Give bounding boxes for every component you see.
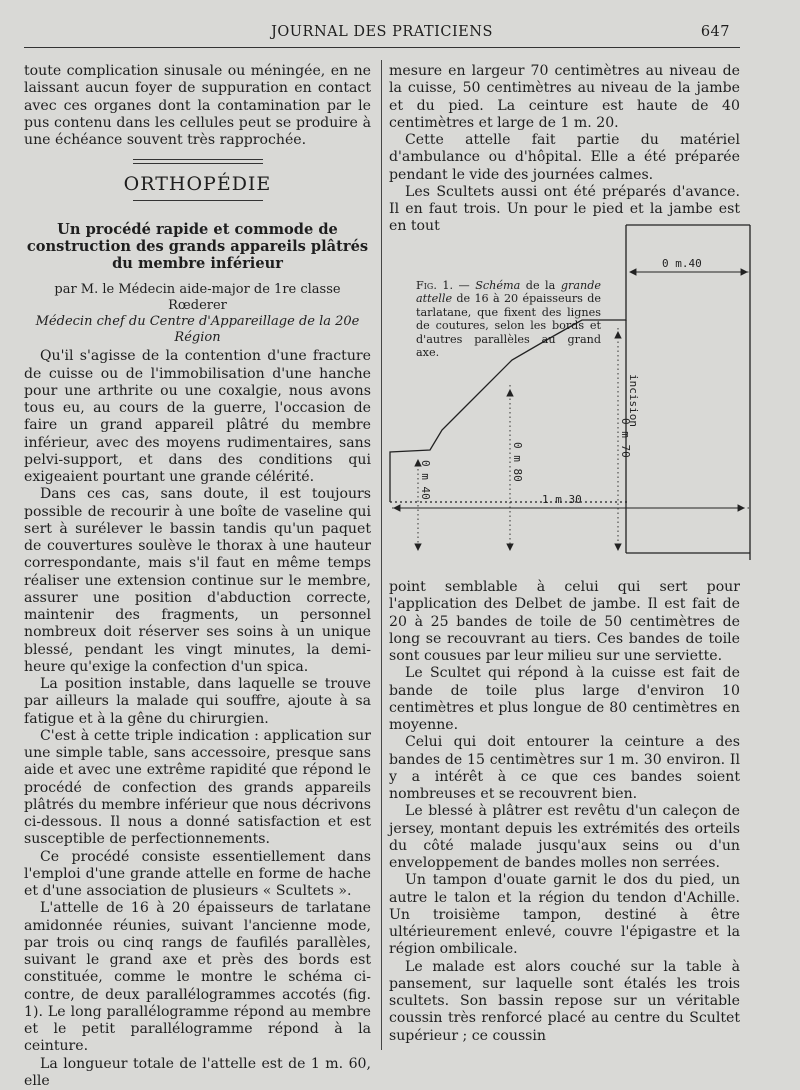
article-title: Un procédé rapide et commode de construction des grands appareils plâtrés du membre inférieur — [24, 221, 371, 272]
body-paragraph: Un tampon d'ouate garnit le dos du pied, un autre le talon et la région du tendon d'Achille. Un troisième tampon, destiné à être ultérieurement enlevé, couvre l'épigastre et la région ombilicale. — [389, 872, 740, 958]
dim-label-bottom: 1 m 30 — [542, 493, 582, 506]
running-header — [24, 22, 740, 44]
caption-text: de la — [520, 279, 561, 292]
arrow-head — [415, 544, 421, 550]
body-paragraph: Dans ces cas, sans doute, il est toujours possible de recourir à une boîte de vaseline qui sert à surélever le bassin tandis qu'un paquet de couvertures soulève le thorax à une hauteur correspondante, mais s'il faut en même temps réaliser une extension continue sur le membre, assurer une position d'abduction correcte, maintenir des fragments, un personnel nombreux doit réserver ses soins à un unique blessé, pendant les vingt minutes, la demi-heure qu'exige la confection d'un spica. — [24, 486, 371, 676]
section-heading: ORTHOPÉDIE — [24, 172, 371, 196]
author-affiliation: Médecin chef du Centre d'Appareillage de la 20e Région — [24, 314, 371, 346]
arrow-head — [741, 269, 747, 275]
body-paragraph: Le blessé à plâtrer est revêtu d'un caleçon de jersey, montant depuis les extrémités des orteils du côté malade jusqu'aux seins ou d'un enveloppement de bandes molles non serrées. — [389, 803, 740, 872]
body-paragraph: mesure en largeur 70 centimètres au niveau de la cuisse, 50 centimètres au niveau de la jambe et du pied. La ceinture est haute de 40 centimètres et large de 1 m. 20. — [389, 63, 740, 132]
caption-label: Fig. 1. — [416, 279, 453, 292]
body-paragraph: Le Scultet qui répond à la cuisse est fait de bande de toile plus large d'environ 10 centimètres et plus longue de 80 centimètres en moyenne. — [389, 665, 740, 734]
caption-emphasis: grande attelle — [416, 279, 601, 305]
body-paragraph: point semblable à celui qui sert pour l'application des Delbet de jambe. Il est fait de 20 à 25 bandes de toile de 50 centimètres de long se recouvrant au tiers. Ces bandes de toile sont cousues par leur milieu sur une serviette. — [389, 579, 740, 665]
arrow-head — [615, 332, 621, 338]
arrow-head — [507, 390, 513, 396]
dim-label-left: 0 m 40 — [419, 460, 432, 500]
arrow-head — [394, 505, 400, 511]
header-rule — [24, 47, 740, 48]
article-byline: par M. le Médecin aide-major de 1re classe Rœderer — [24, 282, 371, 314]
arrow-head — [507, 544, 513, 550]
body-paragraph: C'est à cette triple indication : application sur une simple table, sans accessoire, presque sans aide et avec une extrême rapidité que répond le procédé de confection des grands appareils plâtrés du membre inférieur que nous décrivons ci-dessous. Il nous a donné satisfaction et est susceptible de perfectionnements. — [24, 728, 371, 849]
body-paragraph: Qu'il s'agisse de la contention d'une fracture de cuisse ou de l'immobilisation d'une hanche pour une arthrite ou une coxalgie, nous avons tous eu, au cours de la guerre, l'occasion de faire un grand appareil plâtré du membre inférieur, avec des moyens rudimentaires, sans pelvi-support, et dans des conditions qui exigeaient pourtant une grande célérité. — [24, 348, 371, 486]
dim-label-top: 0 m.40 — [662, 257, 702, 270]
arrow-head — [615, 544, 621, 550]
arrow-head — [630, 269, 636, 275]
section-rule-top — [133, 159, 263, 164]
dim-label-right: 0 m 70 — [619, 418, 632, 458]
arrow-head — [738, 505, 744, 511]
splint-outline — [390, 225, 750, 560]
left-column — [24, 63, 371, 1090]
right-column-bottom — [389, 579, 740, 1045]
incision-label: incision — [627, 374, 640, 427]
journal-title: JOURNAL DES PRATICIENS — [24, 24, 740, 40]
body-paragraph: Cette attelle fait partie du matériel d'ambulance ou d'hôpital. Elle a été préparée pendant le vide des journées calmes. — [389, 132, 740, 184]
dim-label-middle: 0 m 80 — [511, 442, 524, 482]
page-number: 647 — [701, 24, 730, 40]
body-paragraph: Celui qui doit entourer la ceinture a des bandes de 15 centimètres sur 1 m. 30 environ. Il y a intérêt à ce que ces bandes soient nombreuses et se recouvrent bien. — [389, 734, 740, 803]
body-paragraph: Le malade est alors couché sur la table à pansement, sur laquelle sont étalés les trois scultets. Son bassin repose sur un véritable coussin très renforcé placé au centre du Scultet supérieur ; ce coussin — [389, 959, 740, 1045]
figure-caption — [416, 279, 601, 359]
caption-emphasis: Schéma — [475, 279, 520, 292]
body-paragraph: L'attelle de 16 à 20 épaisseurs de tarlatane amidonnée réunies, suivant l'ancienne mode, par trois ou cinq rangs de faufilés parallèles, suivant le grand axe et près des bords est constituée, comme le montre le schéma ci-contre, de deux parallélogrammes accotés (fig. 1). Le long parallélogramme répond au membre et le petit parallélogramme répond à la ceinture. — [24, 900, 371, 1055]
splint-diagram — [382, 220, 762, 570]
body-paragraph: Les Scultets aussi ont été préparés d'avance. Il en faut trois. Un pour le pied et la jambe est en tout — [389, 184, 740, 236]
body-paragraph: La position instable, dans laquelle se trouve par ailleurs la malade qui souffre, ajoute à sa fatigue et à la gêne du chirurgien. — [24, 676, 371, 728]
intro-paragraph: toute complication sinusale ou méningée, en ne laissant aucun foyer de suppuration en contact avec ces organes dont la contamination par le pus contenu dans les cellules peut se produire à une échéance souvent très rapprochée. — [24, 63, 371, 149]
caption-text: de 16 à 20 épaisseurs de tarlatane, que fixent des lignes de coutures, selon les bords et d'autres parallèles au grand axe. — [416, 292, 601, 359]
section-rule-bottom — [133, 200, 263, 201]
body-paragraph: La longueur totale de l'attelle est de 1 m. 60, elle — [24, 1056, 371, 1090]
caption-dash: — — [453, 279, 475, 292]
right-column-top — [389, 63, 740, 236]
body-paragraph: Ce procédé consiste essentiellement dans l'emploi d'une grande attelle en forme de hache et d'une association de plusieurs « Scultets ». — [24, 849, 371, 901]
